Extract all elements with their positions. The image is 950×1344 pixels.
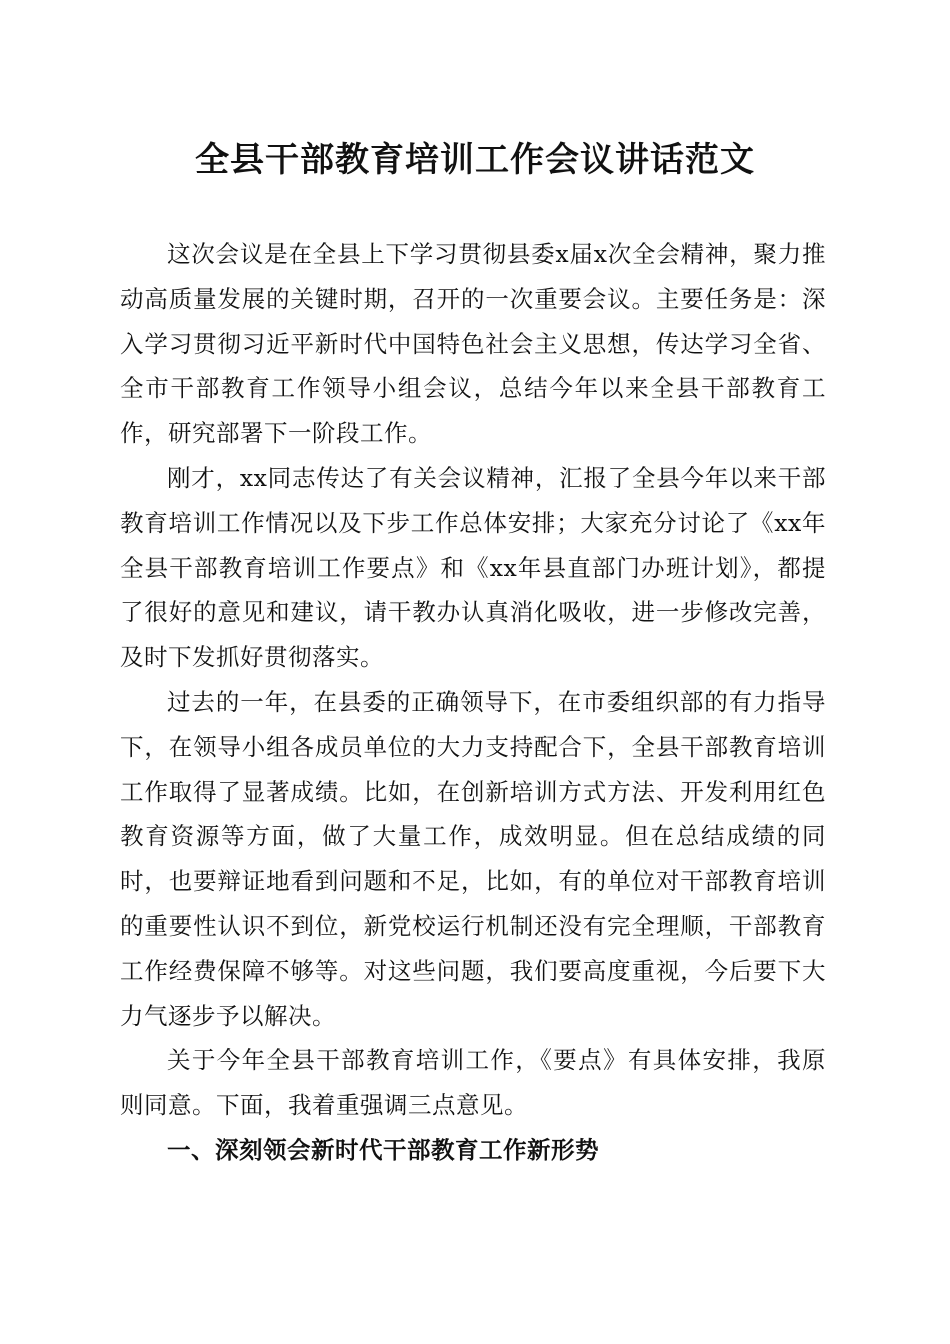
body-paragraph: 这次会议是在全县上下学习贯彻县委x届x次全会精神，聚力推动高质量发展的关键时期，召开的一次重要会议。主要任务是：深入学习贯彻习近平新时代中国特色社会主义思想，传达学习全省、全市干部教育工作领导小组会议，总结今年以来全县干部教育工作，研究部署下一阶段工作。: [120, 240, 826, 448]
section-heading: 一、深刻领会新时代干部教育工作新形势: [167, 1135, 599, 1164]
body-paragraph: 关于今年全县干部教育培训工作，《要点》有具体安排，我原则同意。下面，我着重强调三点意见。: [120, 1046, 826, 1120]
body-paragraph: 过去的一年，在县委的正确领导下，在市委组织部的有力指导下，在领导小组各成员单位的大力支持配合下，全县干部教育培训工作取得了显著成绩。比如，在创新培训方式方法、开发利用红色教育资源等方面，做了大量工作，成效明显。但在总结成绩的同时，也要辩证地看到问题和不足，比如，有的单位对干部教育培训的重要性认识不到位，新党校运行机制还没有完全理顺，干部教育工作经费保障不够等。对这些问题，我们要高度重视，今后要下大力气逐步予以解决。: [120, 687, 826, 1030]
document-body: [120, 232, 826, 1173]
document-title: 全县干部教育培训工作会议讲话范文: [195, 140, 755, 180]
body-paragraph: 刚才，xx同志传达了有关会议精神，汇报了全县今年以来干部教育培训工作情况以及下步工作总体安排；大家充分讨论了《xx年全县干部教育培训工作要点》和《xx年县直部门办班计划》，都提了很好的意见和建议，请干教办认真消化吸收，进一步修改完善，及时下发抓好贯彻落实。: [120, 463, 826, 672]
